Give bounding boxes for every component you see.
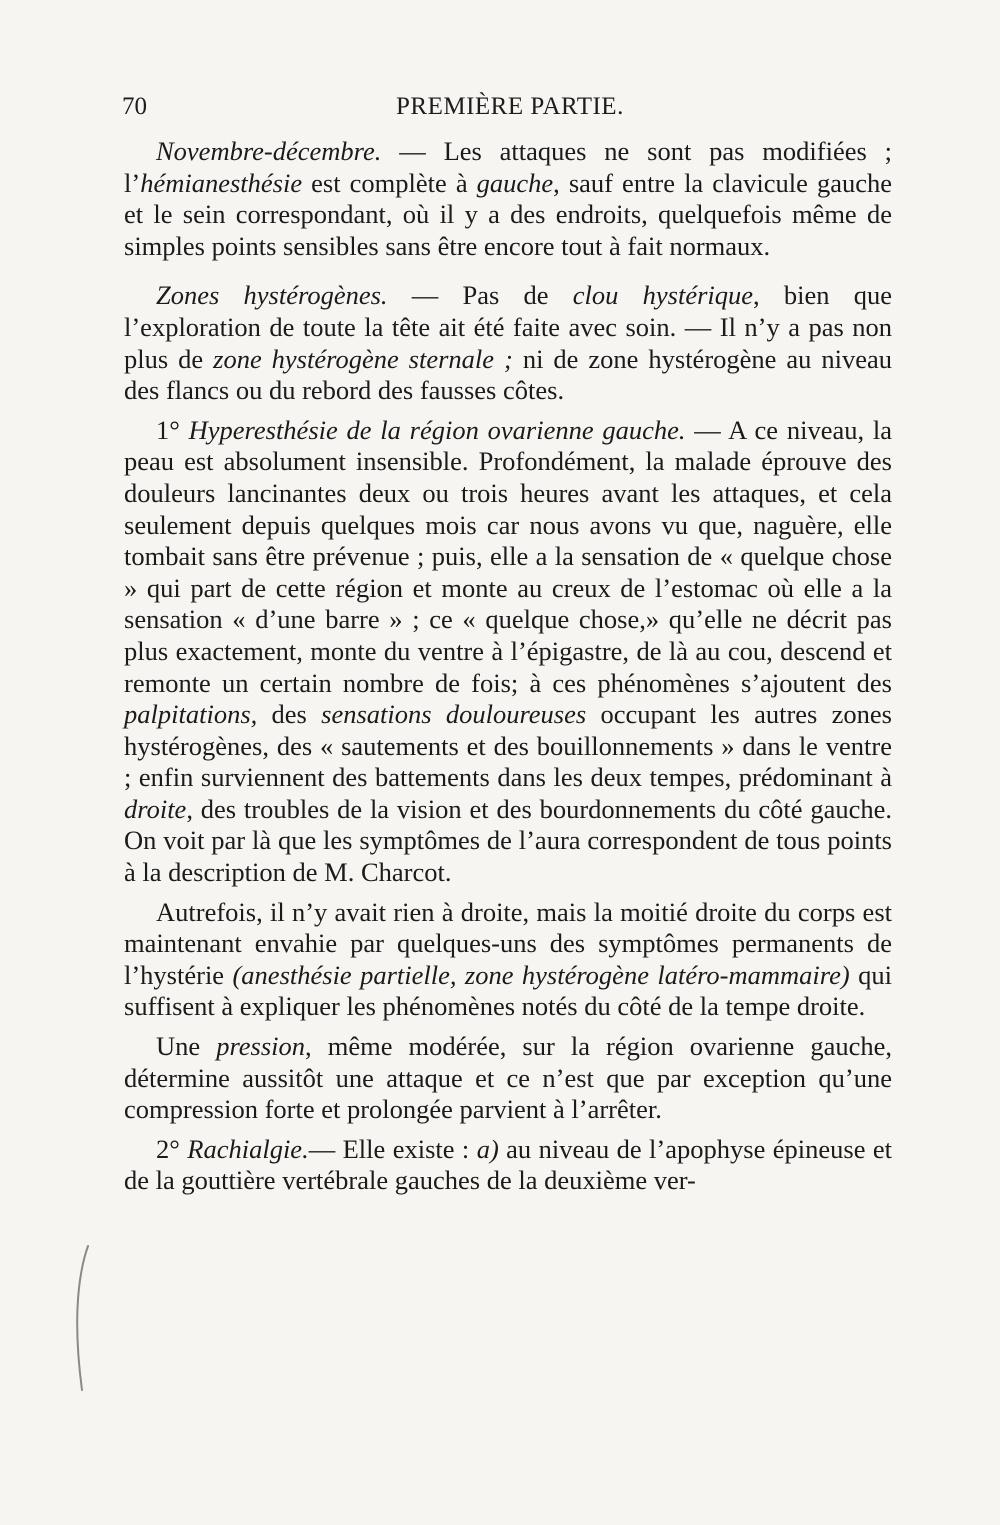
run: est complète à xyxy=(302,167,477,198)
run-italic: sensations douloureuses xyxy=(321,699,587,730)
run: ni de zone hystérogène au niveau des flancs ou du rebord des fausses côtes. xyxy=(124,343,892,406)
run: occupant les autres zones hystérogènes, des « sautements et des bouillonnements » dans le ventre ; enfin surviennent des battements dans les deux tempes, prédominant à xyxy=(124,699,892,793)
run-italic: pression xyxy=(216,1031,306,1062)
run-italic: hémianesthésie xyxy=(140,167,303,198)
run: au niveau de l’apophyse épineuse et de la gouttière vertébrale gauches de la deuxième ver- xyxy=(124,1133,892,1196)
run: 2° xyxy=(156,1133,188,1164)
run: des xyxy=(257,699,322,730)
run: , même modérée, sur la région ovarienne gauche, détermine aussitôt une attaque et ce n’est que par exception qu’une compression forte et prolongée parvient à l’arrêter. xyxy=(124,1031,892,1125)
margin-pencil-mark xyxy=(66,1240,106,1400)
page-header xyxy=(122,93,832,123)
running-head: PREMIÈRE PARTIE. xyxy=(396,93,624,120)
paragraph-autrefois xyxy=(124,897,892,1023)
page-number: 70 xyxy=(122,93,147,120)
run: , sauf entre la clavicule gauche et le sein correspondant, où il y a des endroits, quelquefois même de simples points sensibles sans être encore tout à fait normaux. xyxy=(124,167,892,261)
paragraph-pression xyxy=(124,1031,892,1126)
paragraph-hyperesthesie xyxy=(124,415,892,889)
run-italic: palpitations, xyxy=(124,699,258,730)
run: Une xyxy=(156,1031,217,1062)
run-italic: zone hystérogène sternale ; xyxy=(213,343,513,374)
run-heading: Zones hystérogènes. xyxy=(156,280,388,311)
run: , bien que l’exploration de toute la tête ait été faite avec soin. — Il n’y a pas non plus de xyxy=(124,280,893,374)
run-italic: gauche xyxy=(476,167,554,198)
body-text xyxy=(124,136,892,1197)
run: , des troubles de la vision et des bourdonnements du côté gauche. On voit par là que les symptômes de l’aura correspondent de tous points à la description de M. Charcot. xyxy=(124,793,892,888)
run-heading: Hyperesthésie de la région ovarienne gauche. xyxy=(188,414,686,445)
run-heading: Rachialgie. xyxy=(187,1133,309,1164)
run: Autrefois, il n’y avait rien à droite, mais la moitié droite du corps est maintenant envahie par quelques-uns des symptômes permanents de l’hystérie xyxy=(124,896,892,990)
run-italic: droite xyxy=(124,793,187,824)
run-italic: clou hystérique xyxy=(572,280,754,311)
run-italic: a) xyxy=(476,1133,499,1164)
run-italic: (anesthésie partielle, zone hystérogène latéro-mammaire) xyxy=(232,959,850,990)
paragraph-novembre-decembre xyxy=(124,136,892,262)
paragraph-zones-hysterogenes xyxy=(124,280,892,406)
paragraph-rachialgie xyxy=(124,1134,892,1197)
run: — Les attaques ne sont pas modifiées ; l’ xyxy=(124,136,892,198)
run-heading: Novembre-décembre. xyxy=(156,136,382,166)
run: qui suffisent à expliquer les phénomènes notés du côté de la tempe droite. xyxy=(124,959,892,1022)
run: — A ce niveau, la peau est absolument insensible. Profondément, la malade éprouve des douleurs lancinantes deux ou trois heures avant les attaques, et cela seulement depuis quelques mois car nous avons vu que, naguère, elle tombait sans être prévenue ; puis, elle a la sensation de « quelque chose » qui part de cette région et monte au creux de l’estomac où elle a la sensation « d’une barre » ; ce « quelque chose,» qu’elle ne décrit pas plus exactement, monte du ventre à l’épigastre, de là au cou, descend et remonte un certain nombre de fois; à ces phénomènes s’ajoutent des xyxy=(124,414,892,698)
run: — Pas de xyxy=(387,280,573,311)
run: 1° xyxy=(156,414,189,445)
run: — Elle existe : xyxy=(308,1133,477,1164)
